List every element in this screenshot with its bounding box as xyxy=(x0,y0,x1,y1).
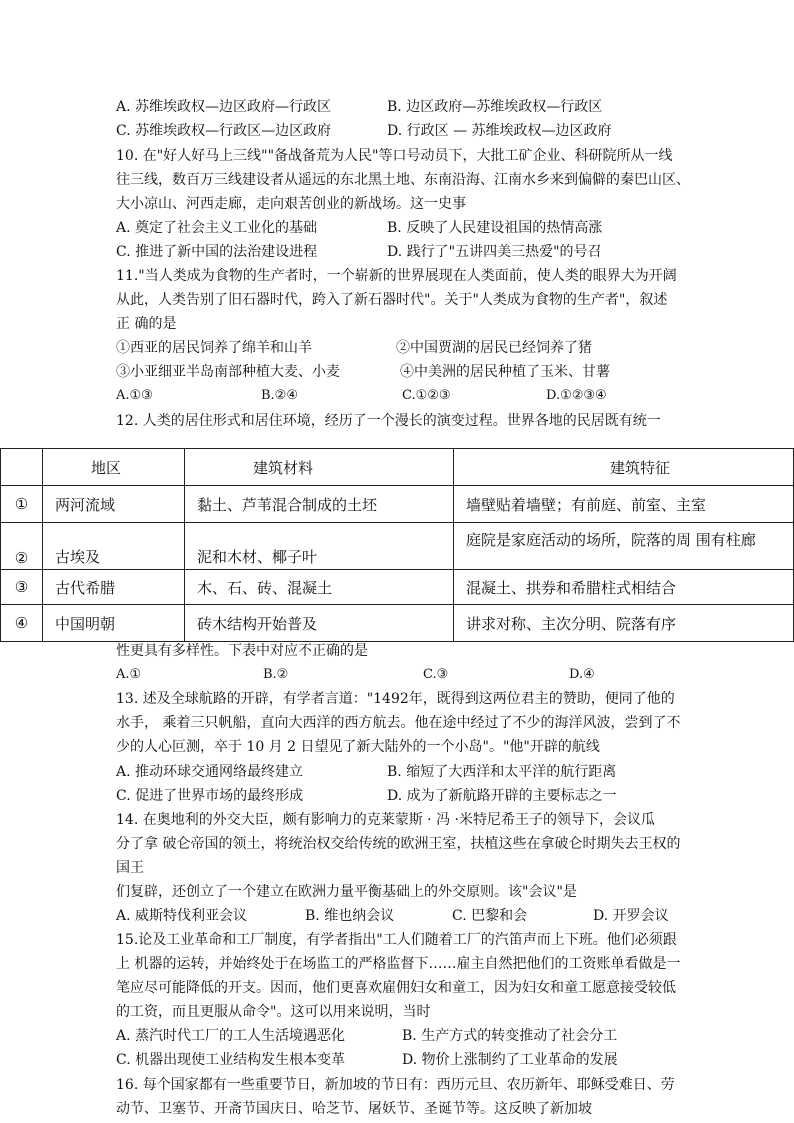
table-row xyxy=(1,486,794,523)
q12-option-a: A.① xyxy=(116,667,142,682)
row-index: ② xyxy=(1,523,43,570)
q10-option-c: C. 推进了新中国的法治建设进程 xyxy=(116,244,318,260)
q11-option-c: C.①②③ xyxy=(402,388,451,403)
row-material: 木、石、砖、混凝土 xyxy=(185,570,454,605)
row-material: 泥和木材、椰子叶 xyxy=(185,523,454,570)
row-feature: 墙壁贴着墙壁；有前庭、前室、主室 xyxy=(454,486,794,523)
q11-option-b: B.②④ xyxy=(261,388,298,403)
q9-option-c: C. 苏维埃政权—行政区—边区政府 xyxy=(116,123,332,139)
q12-option-b: B.② xyxy=(263,667,289,682)
q11-option-d: D.①②③④ xyxy=(546,388,607,403)
q14-stem-line-2: 分了拿 破仑帝国的领土，将统治权交给传统的欧洲王室，扶植这些在拿破仑时期失去王权的 xyxy=(116,836,681,852)
q11-statement-1: ①西亚的居民饲养了绵羊和山羊 xyxy=(116,340,312,356)
q13-stem-line-3: 少的人心叵测，卒于 10 月 2 日望见了新大陆外的一个小岛"。"他"开辟的航线 xyxy=(116,739,600,755)
row-feature: 庭院是家庭活动的场所，院落的周 围有柱廊 xyxy=(454,523,794,570)
table-row xyxy=(1,570,794,605)
q12-stem-line-1: 12. 人类的居住形式和居住环境，经历了一个漫长的演变过程。世界各地的民居既有统一 xyxy=(116,413,661,429)
table-row xyxy=(1,605,794,642)
q11-stem-line-3: 正 确的是 xyxy=(116,316,177,332)
table-header-row xyxy=(1,449,794,486)
q15-option-d: D. 物价上涨制约了工业革命的发展 xyxy=(402,1052,618,1068)
row-index: ④ xyxy=(1,605,43,642)
q15-option-b: B. 生产方式的转变推动了社会分工 xyxy=(402,1028,618,1044)
q12-stem-line-2: 性更具有多样性。下表中对应不正确的是 xyxy=(116,643,368,659)
row-feature: 讲求对称、主次分明、院落有序 xyxy=(454,605,794,642)
q13-option-c: C. 促进了世界市场的最终形成 xyxy=(116,788,304,804)
q11-option-a: A.①③ xyxy=(116,388,153,403)
q11-stem-line-2: 从此，人类告别了旧石器时代，跨入了新石器时代"。关于"人类成为食物的生产者"，叙述 xyxy=(116,292,668,308)
row-material: 砖木结构开始普及 xyxy=(185,605,454,642)
q13-stem-line-1: 13. 述及全球航路的开辟，有学者言道："1492年，既得到这两位君主的赞助，便同了他的 xyxy=(116,691,675,707)
q16-stem-line-2: 动节、卫塞节、开斋节国庆日、哈芝节、屠妖节、圣诞节等。这反映了新加坡 xyxy=(116,1101,592,1117)
header-cell-region: 地区 xyxy=(43,449,185,486)
q10-stem-line-2: 往三线，数百万三线建设者从遥远的东北黑土地、东南沿海、江南水乡来到偏僻的秦巴山区、 xyxy=(116,172,690,188)
q11-stem-line-1: 11."当人类成为食物的生产者时，一个崭新的世界展现在人类面前，使人类的眼界大为开阔 xyxy=(116,268,677,284)
q16-stem-line-1: 16. 每个国家都有一些重要节日，新加坡的节日有：西历元旦、农历新年、耶稣受难日、劳 xyxy=(116,1077,675,1093)
q14-stem-line-1: 14. 在奥地利的外交大臣，颇有影响力的克莱蒙斯 · 冯 ·米特尼希王子的领导下，会议瓜 xyxy=(116,812,655,828)
q10-option-a: A. 奠定了社会主义工业化的基础 xyxy=(116,220,318,236)
q10-stem-line-3: 大小凉山、河西走廊，走向艰苦创业的新战场。这一史事 xyxy=(116,196,466,212)
q15-stem-line-4: 的工资，而且更服从命令"。这可以用来说明，当时 xyxy=(116,1004,431,1020)
q15-stem-line-3: 笔应尽可能降低的开支。因而，他们更喜欢雇佣妇女和童工，因为妇女和童工愿意接受较低 xyxy=(116,980,676,996)
q14-stem-line-3: 国王 xyxy=(116,860,144,876)
q9-option-b: B. 边区政府—苏维埃政权—行政区 xyxy=(387,99,603,115)
q14-option-b: B. 维也纳会议 xyxy=(305,908,395,924)
dwelling-table xyxy=(0,448,794,642)
row-region: 中国明朝 xyxy=(43,605,185,642)
header-cell-index xyxy=(1,449,43,486)
q14-option-c: C. 巴黎和会 xyxy=(452,908,528,924)
q10-option-b: B. 反映了人民建设祖国的热情高涨 xyxy=(387,220,603,236)
q14-option-d: D. 开罗会议 xyxy=(593,908,669,924)
q11-statement-4: ④中美洲的居民种植了玉米、甘薯 xyxy=(400,364,610,380)
row-feature: 混凝土、拱券和希腊柱式相结合 xyxy=(454,570,794,605)
q11-statement-2: ②中国贾湖的居民已经饲养了猪 xyxy=(396,340,592,356)
q13-option-a: A. 推动环球交通网络最终建立 xyxy=(116,764,304,780)
q15-stem-line-1: 15.论及工业革命和工厂制度，有学者指出"工人们随着工厂的汽笛声而上下班。他们必须跟 xyxy=(116,932,677,948)
row-region: 古埃及 xyxy=(43,523,185,570)
q13-option-b: B. 缩短了大西洋和太平洋的航行距离 xyxy=(387,764,617,780)
q15-stem-line-2: 上 机器的运转，并始终处于在场监工的严格监督下……雇主自然把他们的工资账单看做是一 xyxy=(116,956,681,972)
row-region: 古代希腊 xyxy=(43,570,185,605)
q10-option-d: D. 践行了"五讲四美三热爱"的号召 xyxy=(387,244,602,260)
q12-option-d: D.④ xyxy=(569,667,595,682)
table-row xyxy=(1,523,794,570)
q10-stem-line-1: 10. 在"好人好马上三线""备战备荒为人民"等口号动员下，大批工矿企业、科研院所从一线 xyxy=(116,148,673,164)
q11-statement-3: ③小亚细亚半岛南部种植大麦、小麦 xyxy=(116,364,340,380)
q12-option-c: C.③ xyxy=(423,667,449,682)
row-material: 黏土、芦苇混合制成的土坯 xyxy=(185,486,454,523)
header-cell-feature: 建筑特征 xyxy=(454,449,794,486)
q9-option-d: D. 行政区 — 苏维埃政权—边区政府 xyxy=(387,123,612,139)
row-index: ① xyxy=(1,486,43,523)
q15-option-c: C. 机器出现使工业结构发生根本变革 xyxy=(116,1052,346,1068)
row-region: 两河流域 xyxy=(43,486,185,523)
q14-stem-line-4: 们复辟，还创立了一个建立在欧洲力量平衡基础上的外交原则。该"会议"是 xyxy=(116,884,577,900)
q13-option-d: D. 成为了新航路开辟的主要标志之一 xyxy=(387,788,617,804)
q14-option-a: A. 威斯特伐利亚会议 xyxy=(116,908,248,924)
header-cell-material: 建筑材料 xyxy=(185,449,454,486)
row-index: ③ xyxy=(1,570,43,605)
q13-stem-line-2: 水手， 乘着三只帆船，直向大西洋的西方航去。他在途中经过了不少的海洋风波，尝到了不 xyxy=(116,715,681,731)
q9-option-a: A. 苏维埃政权—边区政府—行政区 xyxy=(116,99,332,115)
q15-option-a: A. 蒸汽时代工厂的工人生活境遇恶化 xyxy=(116,1028,346,1044)
